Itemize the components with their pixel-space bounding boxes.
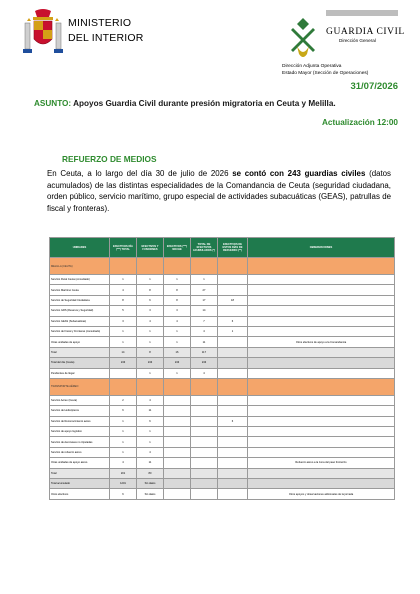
table-cell: 1 [137, 326, 164, 336]
table-section-row [50, 258, 395, 275]
table-cell: 11 [137, 406, 164, 416]
table-cell [218, 458, 248, 468]
table-row [50, 306, 395, 316]
table-cell: Sin datos [137, 479, 164, 489]
table-cell [218, 337, 248, 347]
table-cell: 201 [110, 468, 137, 478]
table-cell: 4 [164, 316, 191, 326]
table-section-row [50, 378, 395, 395]
table-cell [218, 479, 248, 489]
table-cell [248, 258, 395, 275]
table-cell [218, 427, 248, 437]
table-cell [248, 447, 395, 457]
table-cell: Total [50, 468, 110, 478]
table-cell [164, 416, 191, 426]
table-cell: Servicio GEAS (Subacuáticas) [50, 316, 110, 326]
table-cell: Servicio de refuerzo aéreo [50, 447, 110, 457]
ministry-line1: MINISTERIO [68, 17, 132, 29]
table-cell [191, 489, 218, 499]
table-row [50, 358, 395, 368]
table-cell: Servicio Aéreo (Ceuta) [50, 395, 110, 405]
table-cell: 18 [218, 295, 248, 305]
table-cell: 4 [110, 458, 137, 468]
spain-coat-of-arms-icon [23, 9, 63, 55]
table-cell: 1 [218, 326, 248, 336]
table-cell [248, 437, 395, 447]
table-cell [248, 395, 395, 405]
table-cell: 1 [110, 427, 137, 437]
table-cell: Servicio de Fiscal y Fronteras (consultado) [50, 326, 110, 336]
table-cell [164, 489, 191, 499]
table-cell [248, 468, 395, 478]
table-row [50, 489, 395, 499]
table-cell [164, 378, 191, 395]
table-cell: 3 [110, 316, 137, 326]
table-cell: 6 [110, 406, 137, 416]
table-cell: 7 [191, 316, 218, 326]
update-time: Actualización 12:00 [322, 118, 398, 127]
table-cell [248, 326, 395, 336]
table-row [50, 406, 395, 416]
table-cell: 27 [191, 285, 218, 295]
table-cell [248, 306, 395, 316]
table-cell: 1 [110, 337, 137, 347]
table-cell: 14 [110, 347, 137, 357]
table-cell: 1 [137, 437, 164, 447]
table-row [50, 275, 395, 285]
table-cell [248, 275, 395, 285]
document-date: 31/07/2026 [350, 81, 398, 92]
table-cell [218, 258, 248, 275]
table-cell: Servicio Marítimo Ceuta [50, 285, 110, 295]
body-paragraph [47, 168, 391, 214]
table-cell [191, 447, 218, 457]
reinforcement-table [49, 237, 395, 500]
table-cell: 6 [218, 316, 248, 326]
table-row [50, 285, 395, 295]
table-cell: 14 [191, 306, 218, 316]
table-cell [248, 358, 395, 368]
subject-text: Apoyos Guardia Civil durante presión migratoria en Ceuta y Melilla. [73, 99, 336, 108]
table-cell: 17 [191, 295, 218, 305]
table-cell [191, 258, 218, 275]
table-cell: 243 [164, 358, 191, 368]
table-cell [164, 395, 191, 405]
table-cell [191, 395, 218, 405]
gc-name: GUARDIA CIVIL [326, 27, 405, 37]
para-part2: (datos acumulados) de las distintas especialidades de la Comandancia de Ceuta (seguridad ciudadana, orden público, servicio marítimo, grupo especial de actividades subacuáticas (GEAS), patrullas de fiscal y fronteras). [47, 169, 392, 213]
table-cell: 16 [164, 347, 191, 357]
table-cell: 117 [191, 347, 218, 357]
table-cell: Servicio GRS (Reserva y Seguridad) [50, 306, 110, 316]
table-cell [218, 447, 248, 457]
table-cell: 11 [191, 337, 218, 347]
table-cell [218, 378, 248, 395]
table-cell: 1 [110, 447, 137, 457]
table-cell: 3 [164, 306, 191, 316]
table-cell: 8 [164, 285, 191, 295]
table-cell: 1 [137, 275, 164, 285]
ministry-name [68, 16, 144, 46]
table-cell [248, 427, 395, 437]
table-cell: Otros efectivos de apoyo a la Comandancia [248, 337, 395, 347]
table-cell: Refuerzo aéreo a la zona del paso fronterizo [248, 458, 395, 468]
table-cell: 6 [137, 295, 164, 305]
table-cell [191, 458, 218, 468]
table-cell: 1 [164, 326, 191, 336]
gc-header-band [326, 10, 398, 16]
table-cell: 243 [110, 358, 137, 368]
table-cell [218, 406, 248, 416]
table-cell: 1 [164, 337, 191, 347]
table-cell: Servicio de Seguridad Ciudadana [50, 295, 110, 305]
table-cell: Sin datos [137, 489, 164, 499]
table-cell [191, 406, 218, 416]
gc-subtitle: Dirección General [339, 38, 376, 43]
table-cell: 2 [110, 395, 137, 405]
table-cell [218, 358, 248, 368]
table-cell [137, 378, 164, 395]
table-row [50, 295, 395, 305]
table-cell [191, 427, 218, 437]
table-cell [218, 368, 248, 378]
table-cell: Total del día (Ceuta) [50, 358, 110, 368]
table-cell [191, 416, 218, 426]
table-row [50, 416, 395, 426]
table-cell [218, 306, 248, 316]
table-cell [191, 378, 218, 395]
table-row [50, 326, 395, 336]
subject-label: ASUNTO: [34, 99, 72, 108]
table-cell: 1 [137, 427, 164, 437]
table-cell [164, 479, 191, 489]
table-cell [191, 468, 218, 478]
guardia-civil-emblem-icon [283, 16, 323, 60]
para-bold: se contó con 243 guardias civiles [232, 169, 366, 178]
table-cell [248, 316, 395, 326]
table-cell: 1 [164, 368, 191, 378]
table-cell: 1 [110, 437, 137, 447]
table-row [50, 347, 395, 357]
table-cell: OBSERVACIONES [248, 238, 395, 258]
table-cell: Servicio de Helicópteros [50, 406, 110, 416]
table-cell [248, 378, 395, 395]
table-cell: EFECTIVOS DE ESTOS DÍAS DE REFUERZO (**) [218, 238, 248, 258]
table-cell: EFECTIVOS Y FUNCIONES [137, 238, 164, 258]
table-cell [164, 447, 191, 457]
table-cell [191, 437, 218, 447]
table-row [50, 427, 395, 437]
section-label: TRANSPORTE AÉREO [50, 378, 110, 395]
table-row [50, 395, 395, 405]
table-cell: 11 [137, 458, 164, 468]
table-cell [110, 258, 137, 275]
table-cell: 1 [110, 416, 137, 426]
table-cell [164, 406, 191, 416]
table-cell: 4 [137, 316, 164, 326]
table-cell [137, 258, 164, 275]
table-cell [164, 427, 191, 437]
table-row [50, 447, 395, 457]
table-cell: Servicio de Reconocimiento aéreo [50, 416, 110, 426]
table-cell: Total acumulado [50, 479, 110, 489]
table-cell [248, 416, 395, 426]
dept-line1: Dirección Adjunta Operativa [282, 64, 342, 69]
table-cell: 243 [137, 358, 164, 368]
table-cell: Otras unidades de apoyo aéreo [50, 458, 110, 468]
table-cell [218, 437, 248, 447]
table-cell: 8 [110, 295, 137, 305]
table-cell: Pendientes de llegar [50, 368, 110, 378]
table-cell: 1 [110, 275, 137, 285]
table-cell [164, 258, 191, 275]
table-cell [110, 368, 137, 378]
table-cell [248, 347, 395, 357]
table-cell: 3 [137, 306, 164, 316]
table-row [50, 437, 395, 447]
table-cell: Servicio de Aeronaves no tripuladas [50, 437, 110, 447]
table-cell: 4 [137, 395, 164, 405]
table-row [50, 337, 395, 347]
table-cell: 1 [191, 275, 218, 285]
table-cell [248, 285, 395, 295]
table-cell: 8 [164, 295, 191, 305]
table-cell: Servicio Rural Ceuta (consultado) [50, 275, 110, 285]
ministry-line2: DEL INTERIOR [68, 32, 144, 44]
table-cell: 1 [110, 326, 137, 336]
table-cell: Otros efectivos [50, 489, 110, 499]
table-cell: 4 [110, 285, 137, 295]
table-cell: EFECTIVOS (***) NOCHE [164, 238, 191, 258]
section-label: MELILLA (CEUTA) [50, 258, 110, 275]
table-row [50, 368, 395, 378]
table-cell: 6 [110, 489, 137, 499]
table-row [50, 316, 395, 326]
table-cell: 4 [191, 368, 218, 378]
table-cell: 80 [137, 468, 164, 478]
subject-line [34, 99, 336, 108]
table-cell: 6 [218, 416, 248, 426]
table-cell: 243 [191, 358, 218, 368]
table-cell [218, 395, 248, 405]
table-cell: 4 [191, 326, 218, 336]
table-cell: 8 [137, 285, 164, 295]
dept-line2: Estado Mayor (Sección de Operaciones) [282, 70, 369, 76]
table-cell: UNIDADES [50, 238, 110, 258]
table-cell [191, 479, 218, 489]
table-cell: Servicio de apoyo logístico [50, 427, 110, 437]
table-cell [248, 295, 395, 305]
table-cell: Otras unidades de apoyo [50, 337, 110, 347]
table-cell: 4 [137, 447, 164, 457]
table-row [50, 468, 395, 478]
table-cell [110, 378, 137, 395]
table-cell [218, 468, 248, 478]
table-row [50, 238, 395, 258]
table-cell: TOTAL DE EFECTIVOS ACUMULADOS (*) [191, 238, 218, 258]
table-cell [218, 347, 248, 357]
table-cell: 1 [164, 275, 191, 285]
table-cell [218, 285, 248, 295]
table-cell: 1 [137, 368, 164, 378]
table-row [50, 479, 395, 489]
table-cell: Otros apoyos y observaciones adicionales de la jornada [248, 489, 395, 499]
table-cell [164, 437, 191, 447]
table-cell: 8 [137, 347, 164, 357]
table-cell: Total [50, 347, 110, 357]
section-title: REFUERZO DE MEDIOS [62, 154, 157, 164]
para-part1: En Ceuta, a lo largo del día 30 de julio de 2026 [47, 169, 233, 178]
table-cell [248, 406, 395, 416]
table-cell [248, 479, 395, 489]
table-cell: EFECTIVOS DÍA (***) TOTAL [110, 238, 137, 258]
table-row [50, 458, 395, 468]
table-cell [164, 468, 191, 478]
table-cell [248, 368, 395, 378]
table-cell: 1201 [110, 479, 137, 489]
table-cell [218, 489, 248, 499]
table-cell [218, 275, 248, 285]
table-cell [164, 458, 191, 468]
table-cell: 6 [137, 416, 164, 426]
table-cell: 1 [137, 337, 164, 347]
department [282, 64, 368, 77]
table-cell: 5 [110, 306, 137, 316]
